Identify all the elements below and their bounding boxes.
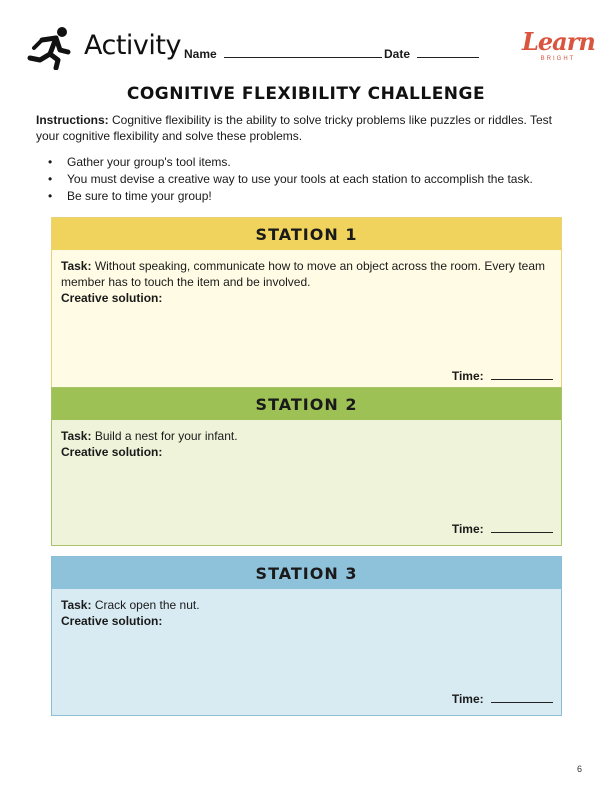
name-field[interactable]	[184, 46, 382, 61]
station-3-body[interactable]	[52, 589, 561, 715]
task-text: Crack open the nut.	[94, 598, 200, 612]
task-label: Task:	[61, 429, 92, 443]
task-label: Task:	[61, 259, 92, 273]
instructions-text: Cognitive flexibility is the ability to solve tricky problems like puzzles or riddles. Test your cognitive flexibility and solve these problems.	[36, 113, 552, 143]
creative-solution-label: Creative solution:	[61, 445, 163, 459]
activity-label: Activity	[84, 30, 181, 61]
page-number: 6	[577, 764, 583, 774]
time-label: Time:	[451, 522, 484, 536]
date-field[interactable]	[384, 46, 479, 61]
station-3-card	[51, 556, 562, 716]
logo-text: Learn	[522, 27, 595, 56]
instructions	[36, 112, 576, 144]
bullet-item: • Be sure to time your group!	[36, 188, 576, 205]
time-line[interactable]	[491, 368, 553, 380]
time-label: Time:	[451, 369, 484, 383]
station-3-task	[61, 597, 552, 613]
bullet-list	[36, 154, 576, 205]
time-line[interactable]	[491, 691, 553, 703]
station-2-time-field[interactable]	[452, 521, 553, 537]
station-2-task	[61, 428, 552, 444]
bullet-item: • Gather your group's tool items.	[36, 154, 576, 171]
header	[26, 24, 596, 74]
learn-bright-logo	[522, 27, 595, 62]
task-text: Without speaking, communicate how to move an object across the room. Every team member has to touch the item and be involved.	[61, 259, 546, 289]
station-3-time-field[interactable]	[452, 691, 553, 707]
task-label: Task:	[61, 598, 92, 612]
time-label: Time:	[451, 692, 484, 706]
name-line[interactable]	[224, 46, 382, 58]
time-line[interactable]	[491, 521, 553, 533]
creative-solution-label: Creative solution:	[61, 291, 163, 305]
name-label: Name	[184, 47, 217, 61]
date-line[interactable]	[417, 46, 479, 58]
station-3-title: STATION 3	[52, 557, 561, 589]
station-1-task	[61, 258, 552, 290]
station-1-time-field[interactable]	[452, 368, 553, 384]
station-2-card	[51, 387, 562, 546]
date-label: Date	[384, 47, 411, 61]
bullet-item: • You must devise a creative way to use your tools at each station to accomplish the task.	[36, 171, 576, 188]
station-2-title: STATION 2	[52, 388, 561, 420]
instructions-label: Instructions:	[36, 113, 109, 127]
logo-subtext: BRIGHT	[540, 56, 576, 62]
station-1-card	[51, 217, 562, 393]
page-title: COGNITIVE FLEXIBILITY CHALLENGE	[126, 84, 486, 104]
station-1-title: STATION 1	[52, 218, 561, 250]
creative-solution-label: Creative solution:	[61, 614, 163, 628]
running-person-icon	[26, 26, 76, 70]
task-text: Build a nest for your infant.	[94, 429, 238, 443]
station-1-body[interactable]	[52, 250, 561, 392]
station-2-body[interactable]	[52, 420, 561, 545]
